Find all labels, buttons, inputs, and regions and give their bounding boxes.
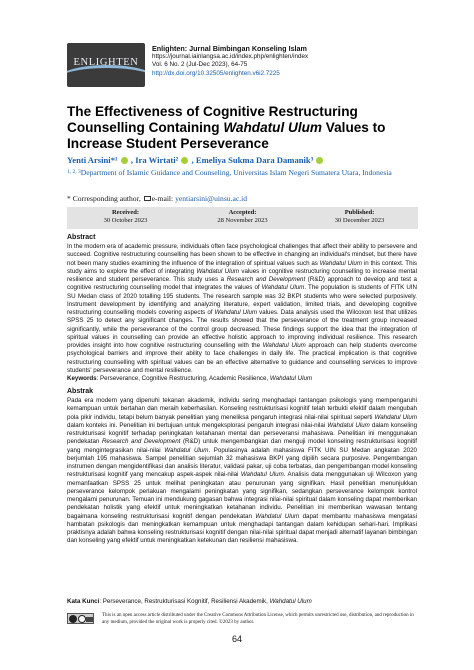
author-2: , Ira Wirtati² [130, 155, 179, 165]
logo-swoosh [67, 65, 145, 87]
journal-info [152, 44, 422, 78]
abstract-segment: In the modern era of academic pressure, individuals often face psychological challenges that affect their ability to persevere and succeed. Cognitive restructuring counselling has been shown to be effective in changing an individual's mindset, but there have not been many studies examining the influence of the integration of spiritual values such as [67, 243, 417, 267]
date-label: Accepted: [228, 209, 257, 216]
abstrak-segment: (R&D) untuk mengembangkan dan menguji model konseling restrukturisasi kognitif yang mengintegrasikan nilai-nilai [67, 438, 418, 454]
abstract-segment: values. Data analysis used the Wilcoxon test that utilizes SPSS 25 to detect any significant changes. The results showed that the perseverance of the treatment group increased significantly, while the perseverance of the control group decreased. These findings support the idea that the integration of spiritual values in counselling can provide an effective holistic approach to improving individual resilience. This research provides insight into how cognitive restructuring counselling with the [67, 309, 417, 349]
orcid-icon[interactable] [181, 157, 188, 164]
author-3: , Emeliya Sukma Dara Damanik³ [191, 155, 314, 165]
journal-doi[interactable]: http://dx.doi.org/10.32505/enlighten.v6i2.7225 [152, 69, 280, 77]
abstrak-italic: Wahdatul Ulum [240, 471, 284, 479]
date-received [67, 207, 184, 229]
author-1: Yenti Arsini*¹ [67, 155, 118, 165]
dates-table [67, 207, 418, 229]
corresp-email-label: e-mail: [151, 194, 174, 203]
corresp-email[interactable]: yentiarsini@uinsu.ac.id [175, 194, 248, 203]
abstrak-italic: Research and Development [101, 438, 181, 446]
date-label: Received: [111, 209, 140, 216]
abstrak-segment: dapat membantu mahasiswa mengatasi hambatan psikologis dan meningkatkan kemampuan untuk menghadapi tantangan dalam kehidupan sehari-hari. Implikasi praktisnya adalah bahwa konseling restrukturisasi kognitif dengan nilai-nilai spiritual dapat menjadi alternatif layanan bimbingan dan konseling yang efektif untuk meningkatkan ketekunan dan resiliensi mahasiswa. [67, 512, 418, 545]
journal-logo [67, 43, 145, 87]
kata-kunci-text: : Perseverance, Restrukturisasi Kognitif, Resiliensi Akademik, [99, 598, 270, 605]
abstract-segment: approach can help students overcome psychological barriers and improve their ability to face challenges in daily life. The practical implication is that cognitive restructuring counselling with spiritual values can be an effective alternative to guidance and counselling services to improve students' perseverance and mental resilience. [67, 342, 417, 374]
abstrak-text [67, 397, 417, 546]
title-part2: Values to Increase Student Perseverance [67, 120, 386, 151]
abstrak-italic: Wahdatul Ulum [255, 512, 300, 520]
journal-name: Enlighten: Jurnal Bimbingan Konseling Islam [152, 44, 307, 53]
keywords [67, 375, 417, 383]
abstract-segment: (R&D) [305, 276, 325, 283]
kata-kunci-italic: Wahdatul Ulum [269, 598, 312, 605]
kata-kunci [67, 598, 417, 606]
abstrak-italic: Wahdatul Ulum [374, 413, 417, 421]
date-value: 28 November 2023 [217, 217, 268, 224]
date-value: 30 December 2023 [334, 217, 385, 224]
date-accepted [184, 207, 301, 229]
date-value: 30 October 2023 [103, 217, 148, 224]
orcid-icon[interactable] [121, 157, 128, 164]
abstrak-italic: Wahdatul Ulum [327, 421, 370, 429]
abstract-italic: Research and Development [226, 276, 306, 283]
corresponding-author [67, 194, 417, 203]
abstrak-segment: . Populasinya adalah mahasiswa FITK UIN SU Medan angkatan 2020 berjumlah 195 mahasiswa. Sampel penelitian sejumlah 32 mahasiswa BKPI yang dipilih secara purposive. Pengembangan instrumen dengan mengidentifikasi dan analisis literatur, validasi pakar, uji coba terbatas, dan pengembangan model konseling restrukturisasi kognitif yang mencakup aspek-aspek nilai-nilai [67, 446, 418, 479]
keywords-label: Keywords [67, 375, 97, 382]
abstract-italic: Wahdatul Ulum [196, 267, 240, 275]
cc-license-badge[interactable] [67, 613, 94, 624]
article-title [67, 104, 417, 152]
by-icon [78, 615, 86, 623]
orcid-icon[interactable] [316, 157, 323, 164]
title-italic: Wahdatul Ulum [223, 120, 323, 135]
abstract-segment: approach to develop and test a cognitive restructuring counselling model that integrates the values of [67, 276, 417, 292]
affiliation-numbers: 1, 2, 3 [67, 169, 81, 175]
abstract-segment: . The population is students of FITK UIN SU Medan class of 2020 totalling 195 students. The research sample was 32 BKPI students who were selected purposively. Instrument development by identifying and analyzing literature, expert validation, limited trials, and developing cognitive restructuring counselling models covering aspects of [67, 284, 417, 316]
envelope-icon [144, 196, 151, 201]
abstract-text [67, 243, 417, 375]
license-text: This is an open access article distributed under the Creative Commons Attribution License, which permits unrestricted use, distribution, and reproduction in any medium, provided the original work is properly cited. ©2023 by author. [102, 613, 414, 625]
journal-url[interactable]: https://journal.iainlangsa.ac.id/index.php/enlighten/index [152, 53, 309, 60]
abstract-segment: values in cognitive restructuring counselling to increase mental resilience and student perseverance. This study uses a [67, 267, 417, 283]
date-published [301, 207, 418, 229]
abstract-heading: Abstract [67, 234, 96, 241]
abstrak-italic: Wahdatul Ulum [164, 446, 209, 454]
abstract-italic: Wahdatul Ulum [261, 284, 305, 292]
logo-text: ENLIGHTEN [73, 57, 139, 68]
abstrak-segment: Pada era modern yang dipenuhi tekanan akademik, individu sering menghadapi tantangan psikologis yang mempengaruhi kemampuan untuk bertahan dan meraih keberhasilan. Konseling restrukturisasi kognitif telah terbukti efektif dalam mengubah pola pikir individu, tetapi belum banyak penelitian yang meneliksa pengaruh integrasi nilai-nilai spiritual seperti [67, 397, 417, 421]
page-number: 64 [231, 634, 242, 644]
affiliation [67, 167, 417, 179]
abstrak-segment: . Analisis data menggunakan uji Wilcoxon yang memanfaatkan SPSS 25 untuk melihat peningkatan atau penurunan yang signifikan. Hasil penelitian menunjukkan perseverance kelompok perlakuan mengalami peningkatan yang signifikan, sedangkan perseverance kelompok kontrol mengalami penurunan. Temuan ini mendukung gagasan bahwa integrasi nilai-nilai spiritual dalam konseling dapat memberikan pendekatan holistik yang efektif untuk meningkatkan ketahanan individu. Penelitian ini memberikan wawasan tentang bagaimana konseling restrukturisasi kognitif dengan pendekatan [67, 471, 417, 520]
journal-volume: Vol. 6 No. 2 (Jul-Dec 2023), 64-75 [152, 61, 248, 69]
kata-kunci-label: Kata Kunci [67, 598, 100, 605]
abstract-italic: Wahdatul Ulum [214, 309, 258, 316]
abstrak-segment: dalam konseling restrukturisasi kognitif terhadap peningkatan ketahanan mental dan perseveransi mahasiswa. Penelitian ini menggunakan pendekatan [67, 421, 418, 446]
abstract-italic: Wahdatul Ulum [319, 259, 362, 267]
author-list [67, 155, 417, 165]
cc-icon [69, 615, 77, 623]
corresp-label: * Corresponding author, [67, 194, 141, 203]
abstrak-heading: Abstrak [67, 388, 94, 395]
license-bar [86, 617, 93, 622]
abstract-segment: in this context. This study aims to explore the effect of integrating [67, 259, 417, 275]
keywords-text: : Perseverance, Cognitive Restructuring, Academic Resilience, [96, 375, 270, 382]
abstrak-segment: dalam konteks ini. Penelitian ini bertujuan untuk mengeksplorasi pengaruh integrasi nilai-nilai [67, 421, 328, 429]
title-part1: The Effectiveness of Cognitive Restructuring Counselling Containing [67, 104, 358, 135]
keywords-italic: Wahdatul Ulum [269, 375, 313, 382]
abstract-italic: Wahdatul Ulum [262, 342, 306, 349]
affiliation-text: Department of Islamic Guidance and Counseling, Universitas Islam Negeri Sumatera Utara, Indonesia [80, 168, 392, 177]
date-label: Published: [344, 209, 375, 216]
